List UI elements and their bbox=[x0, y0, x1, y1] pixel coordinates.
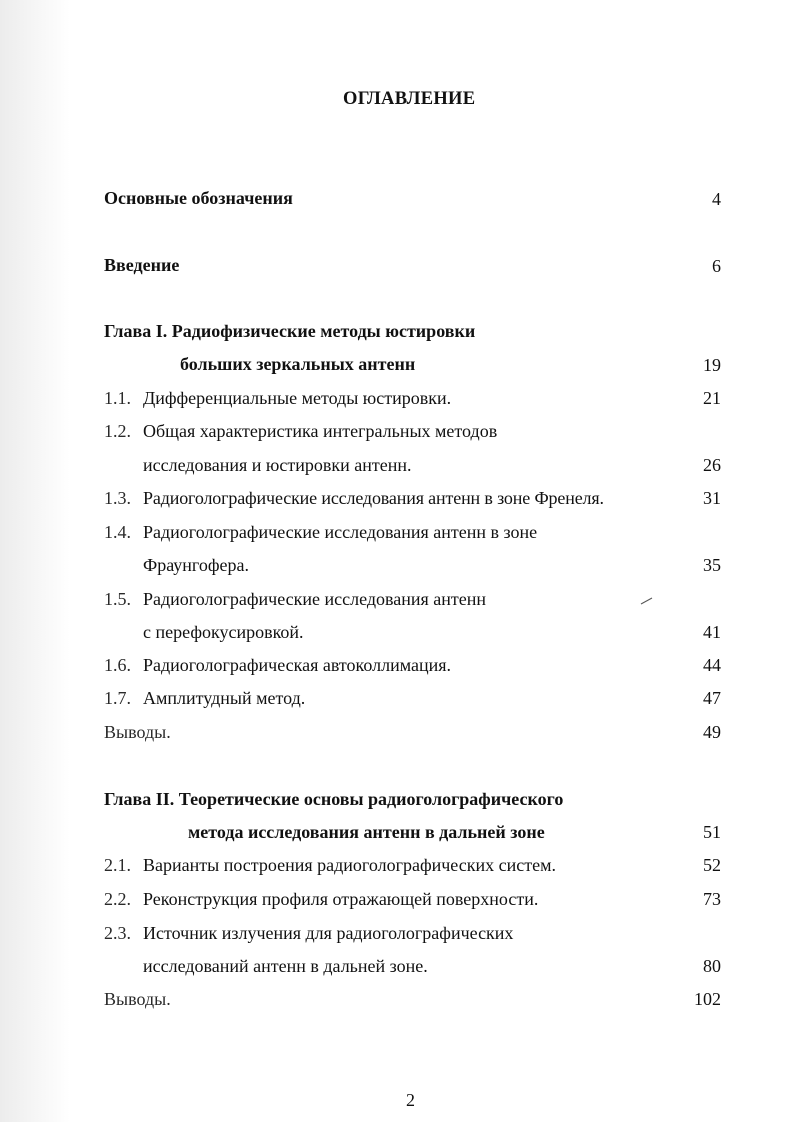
toc-entry-page: 6 bbox=[712, 256, 721, 276]
section-label-cont: с перефокусировкой. bbox=[143, 622, 304, 642]
page-title: ОГЛАВЛЕНИЕ bbox=[343, 89, 476, 109]
section-number: 1.6. bbox=[104, 655, 131, 675]
toc-entry-page: 47 bbox=[703, 688, 721, 708]
section-label: Радиоголографические исследования антенн в зоне bbox=[143, 522, 538, 542]
toc-entry-page: 73 bbox=[703, 889, 721, 909]
section-label: Выводы. bbox=[104, 722, 171, 742]
toc-entry-label: Основные обозначения bbox=[104, 188, 293, 208]
toc-entry-page: 4 bbox=[712, 189, 721, 209]
toc-entry-page: 35 bbox=[703, 555, 721, 575]
toc-entry-page: 21 bbox=[703, 388, 721, 408]
section-number: 1.2. bbox=[104, 421, 131, 441]
chapter-heading-cont: метода исследования антенн в дальней зоне bbox=[188, 822, 545, 842]
section-label: Источник излучения для радиоголографических bbox=[143, 923, 514, 943]
section-label-cont: исследований антенн в дальней зоне. bbox=[143, 956, 428, 976]
section-label: Радиоголографические исследования антенн bbox=[143, 589, 487, 609]
toc-entry-page: 49 bbox=[703, 722, 721, 742]
section-number: 1.5. bbox=[104, 589, 131, 609]
chapter-heading: Глава I. Радиофизические методы юстировки bbox=[104, 321, 476, 341]
toc-entry-page: 44 bbox=[703, 655, 721, 675]
section-label: Выводы. bbox=[104, 989, 171, 1009]
section-label-cont: исследования и юстировки антенн. bbox=[143, 455, 412, 475]
toc-entry-page: 31 bbox=[703, 488, 721, 508]
section-label-cont: Фраунгофера. bbox=[143, 555, 250, 575]
toc-entry-page: 41 bbox=[703, 622, 721, 642]
toc-entry-page: 26 bbox=[703, 455, 721, 475]
section-number: 1.7. bbox=[104, 688, 131, 708]
chapter-heading: Глава II. Теоретические основы радиоголографического bbox=[104, 789, 564, 809]
section-number: 2.1. bbox=[104, 855, 131, 875]
toc-entry-page: 19 bbox=[703, 355, 721, 375]
section-label: Радиоголографическая автоколлимация. bbox=[143, 655, 452, 675]
section-number: 2.2. bbox=[104, 889, 131, 909]
section-number: 1.1. bbox=[104, 388, 131, 408]
section-number: 1.3. bbox=[104, 488, 131, 508]
section-label: Дифференциальные методы юстировки. bbox=[143, 388, 452, 408]
page-number: 2 bbox=[406, 1090, 415, 1110]
section-label: Общая характеристика интегральных методов bbox=[143, 421, 498, 441]
toc-entry-page: 51 bbox=[703, 822, 721, 842]
section-number: 2.3. bbox=[104, 923, 131, 943]
toc-entry-label: Введение bbox=[104, 255, 180, 275]
section-label: Варианты построения радиоголографических систем. bbox=[143, 855, 556, 875]
chapter-heading-cont: больших зеркальных антенн bbox=[180, 354, 416, 374]
section-label: Амплитудный метод. bbox=[143, 688, 306, 708]
section-label: Реконструкция профиля отражающей поверхности. bbox=[143, 889, 539, 909]
section-label: Радиоголографические исследования антенн в зоне Френеля. bbox=[143, 488, 604, 508]
toc-entry-page: 52 bbox=[703, 855, 721, 875]
toc-entry-page: 102 bbox=[694, 989, 721, 1009]
scan-mark bbox=[640, 596, 654, 606]
section-number: 1.4. bbox=[104, 522, 131, 542]
toc-entry-page: 80 bbox=[703, 956, 721, 976]
